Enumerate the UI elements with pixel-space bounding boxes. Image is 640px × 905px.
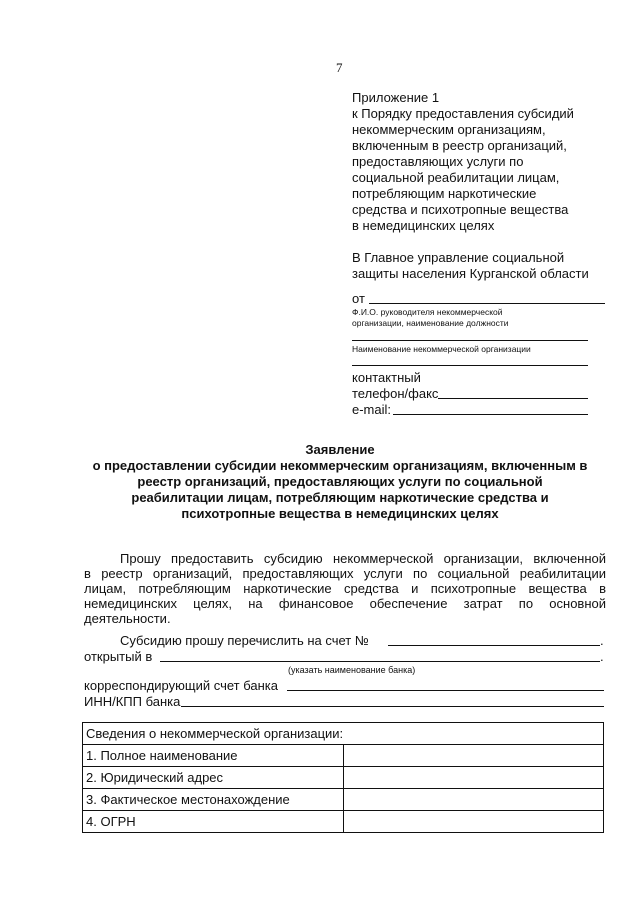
appendix-block [352,90,622,234]
body-line: Прошу предоставить субсидию некоммерческой организации, включенной [120,551,606,566]
account-label: Субсидию прошу перечислить на счет № [120,633,369,648]
org-info-table [82,722,604,833]
account-number-field[interactable] [388,645,600,646]
table-row [83,789,604,811]
table-row [83,767,604,789]
fio-hint: Ф.И.О. руководителя некоммерческой организации, наименование должности [352,307,509,328]
table-row [83,745,604,767]
appendix-line: включенным в реестр организаций, [352,138,567,153]
from-label: от [352,291,365,306]
page-number: 7 [336,60,343,75]
addressee-line: защиты населения Курганской области [352,266,589,281]
org-name-field-extra[interactable] [352,365,588,366]
email-field[interactable] [393,414,588,415]
title-line: о предоставлении субсидии некоммерческим организациям, включенным в [92,458,588,473]
inn-kpp-field[interactable] [181,706,604,707]
row-value-cell[interactable] [344,767,604,789]
table-header-row [83,723,604,745]
bank-name-field[interactable] [160,661,600,662]
addressee-block [352,250,589,282]
corr-account-field[interactable] [287,690,604,691]
row-value-cell[interactable] [344,811,604,833]
row-label: 3. Фактическое местонахождение [83,789,344,811]
appendix-line: Приложение 1 [352,90,440,105]
title-line: реестр организаций, предоставляющих услуги по социальной [137,474,543,489]
appendix-line: к Порядку предоставления субсидий [352,106,574,121]
appendix-line: средства и психотропные вещества [352,202,569,217]
email-label: e-mail: [352,402,392,417]
statement-title [60,442,620,522]
body-line: лицам, потребляющим наркотические средства и психотропные вещества в [84,581,606,596]
appendix-line: в немедицинских целях [352,218,495,233]
row-label: 2. Юридический адрес [83,767,344,789]
title-line: психотропные вещества в немедицинских целях [181,506,499,521]
bank-dot: . [600,649,604,664]
body-line: деятельности. [84,611,171,626]
bank-name-hint: (указать наименование банка) [288,665,416,675]
title-line: Заявление [305,442,375,457]
corr-account-label: корреспондирующий счет банка [84,678,278,693]
row-label: 1. Полное наименование [83,745,344,767]
opened-label: открытый в [84,649,153,664]
phone-label: телефон/факс [352,386,439,401]
contact-label: контактный [352,370,421,385]
account-dot: . [600,633,604,648]
table-header: Сведения о некоммерческой организации: [83,723,604,745]
from-name-field[interactable] [369,303,605,304]
row-label: 4. ОГРН [83,811,344,833]
statement-body [84,551,606,626]
org-name-field[interactable] [352,340,588,341]
addressee-line: В Главное управление социальной [352,250,565,265]
phone-field[interactable] [438,398,588,399]
appendix-line: потребляющим наркотические [352,186,537,201]
title-line: реабилитации лицам, потребляющим наркотические средства и [131,490,549,505]
appendix-line: некоммерческим организациям, [352,122,546,137]
row-value-cell[interactable] [344,745,604,767]
table-row [83,811,604,833]
inn-kpp-label: ИНН/КПП банка [84,694,181,709]
org-name-hint: Наименование некоммерческой организации [352,344,531,354]
appendix-line: предоставляющих услуги по [352,154,524,169]
body-line: в реестр организаций, предоставляющих услуги по социальной реабилитации [84,566,606,581]
row-value-cell[interactable] [344,789,604,811]
appendix-line: социальной реабилитации лицам, [352,170,560,185]
body-line: немедицинских целях, на финансовое обеспечение затрат по основной [84,596,606,611]
